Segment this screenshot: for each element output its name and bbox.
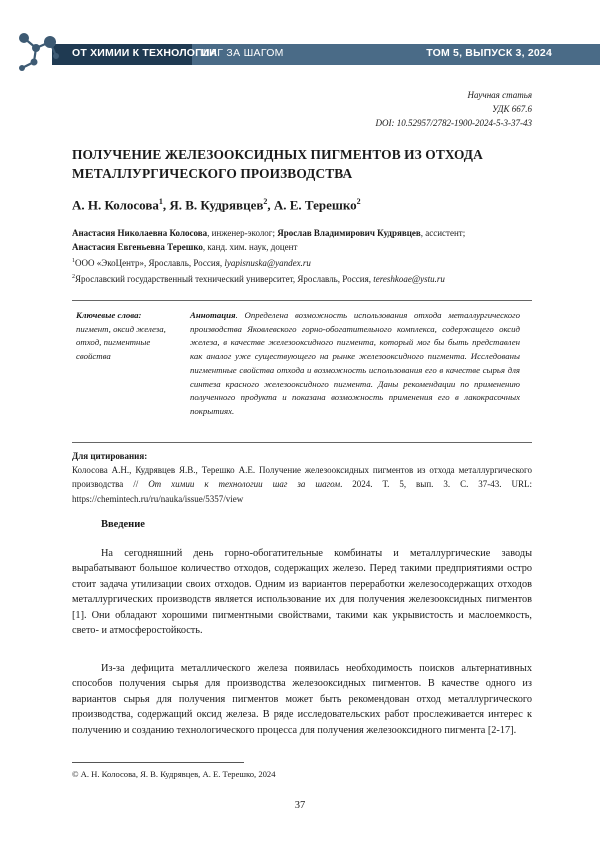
footnote-divider: [72, 762, 244, 763]
abstract-text: . Определена возможность использования отхода металлургического производства Яковлевского горно-обогатительного комплекса, содержащего оксид железа, в качестве железооксидного пигмента, который мог бы быть представлен как аналог уже существующего на рынке железооксидного пигмента. Исследованы пигментные свойства отхода и возможность использования его в качестве сырья для синтеза красного железооксидного пигмента. Даны рекомендации по применению полученного продукта и показана возможность применения его в лакокрасочных покрытиях.: [190, 310, 520, 416]
keywords-line-1: пигмент, оксид железа,: [76, 323, 166, 334]
article-type: Научная статья: [467, 90, 532, 100]
abstract-label: Аннотация: [190, 310, 236, 320]
copyright: © А. Н. Колосова, Я. В. Кудрявцев, А. Е. Терешко, 2024: [72, 769, 276, 779]
citation-label: Для цитирования:: [72, 451, 148, 461]
keywords: [76, 309, 176, 364]
article-title: [72, 145, 532, 183]
article-meta: [376, 88, 532, 130]
issue-info: ТОМ 5, ВЫПУСК 3, 2024: [426, 47, 552, 59]
author-3-sup: 2: [356, 197, 361, 206]
org-1-sup: 1: [72, 258, 75, 264]
org-1-email: lyapisnuska@yandex.ru: [224, 258, 311, 268]
title-line-2: МЕТАЛЛУРГИЧЕСКОГО ПРОИЗВОДСТВА: [72, 166, 353, 181]
author-1: А. Н. Колосова: [72, 197, 159, 213]
keywords-label: Ключевые слова:: [76, 310, 142, 320]
citation-journal: От химии к технологии шаг за шагом: [148, 479, 341, 490]
citation-text-1: Колосова А.Н., Кудрявцев Я.В., Терешко А.Е. Получение железооксидных пигментов из отхода металлургического производства //: [72, 465, 532, 490]
author-sep: ,: [162, 197, 170, 213]
org-1: ООО «ЭкоЦентр», Ярославль, Россия,: [75, 258, 225, 268]
title-line-1: ПОЛУЧЕНИЕ ЖЕЛЕЗООКСИДНЫХ ПИГМЕНТОВ ИЗ ОТХОДА: [72, 147, 483, 162]
keywords-abstract-box: [72, 300, 532, 443]
molecule-logo-icon: [16, 30, 72, 74]
person-3-name: Анастасия Евгеньевна Терешко: [72, 242, 203, 252]
author-3: А. Е. Терешко: [273, 197, 357, 213]
person-3-role: , канд. хим. наук, доцент: [202, 242, 298, 252]
keywords-line-3: свойства: [76, 351, 111, 362]
citation-block: [72, 449, 532, 506]
journal-header: [0, 30, 600, 74]
citation-text-2: . 2024. Т. 5, вып. 3. С. 37-43. URL: https://chemintech.ru/ru/nauka/issue/5357/view: [72, 479, 532, 504]
author-1-sup: 1: [158, 197, 163, 206]
authors-line: [72, 197, 361, 213]
org-2-email: tereshkoae@ystu.ru: [373, 274, 445, 284]
journal-tagline: ШАГ ЗА ШАГОМ: [200, 47, 284, 59]
person-2-name: Ярослав Владимирович Кудрявцев: [277, 228, 421, 238]
person-2-role: , ассистент;: [420, 228, 466, 238]
intro-paragraph-2: Из-за дефицита металлического железа появилась необходимость поисков альтернативных способов получения сырья для производства железооксидных пигментов. В качестве одного из вариантов сырья для получения пигментов может быть рекомендован отход металлургического производства, содержащий оксид железа. В ряде исследовательских работ прослеживается интерес к получению и созданию технологического процесса для получения железооксидного пигмента [2-17].: [72, 663, 532, 736]
page-number: 37: [294, 800, 306, 811]
author-2: Я. В. Кудрявцев: [169, 197, 264, 213]
section-heading-introduction: Введение: [101, 519, 145, 530]
udc-code: УДК 667.6: [492, 104, 532, 114]
doi: DOI: 10.52957/2782-1900-2024-5-3-37-43: [375, 118, 532, 128]
author-sep: ,: [267, 197, 274, 213]
author-details: [72, 226, 532, 286]
intro-paragraph-1: На сегодняшний день горно-обогатительные комбинаты и металлургические заводы вырабатывают большое количество отходов, содержащих железо. Перед такими предприятиями остро стоит задача утилизации своих отходов. Одним из вариантов переработки железосодержащих отходов металлургических производств является использование их для получения железооксидных пигментов [1]. Они обладают хорошими пигментными свойствами, такими как укрывистость и маслоемкость, свето- и атмосферостойкость.: [72, 548, 532, 637]
org-2: Ярославский государственный технический университет, Ярославль, Россия,: [75, 274, 374, 284]
person-1-role: , инженер-эколог;: [207, 228, 278, 238]
author-2-sup: 2: [263, 197, 268, 206]
abstract: [190, 309, 520, 419]
journal-name: ОТ ХИМИИ К ТЕХНОЛОГИИ: [72, 47, 217, 59]
org-2-sup: 2: [72, 274, 75, 280]
person-1-name: Анастасия Николаевна Колосова: [72, 228, 208, 238]
keywords-line-2: отход, пигментные: [76, 337, 151, 348]
